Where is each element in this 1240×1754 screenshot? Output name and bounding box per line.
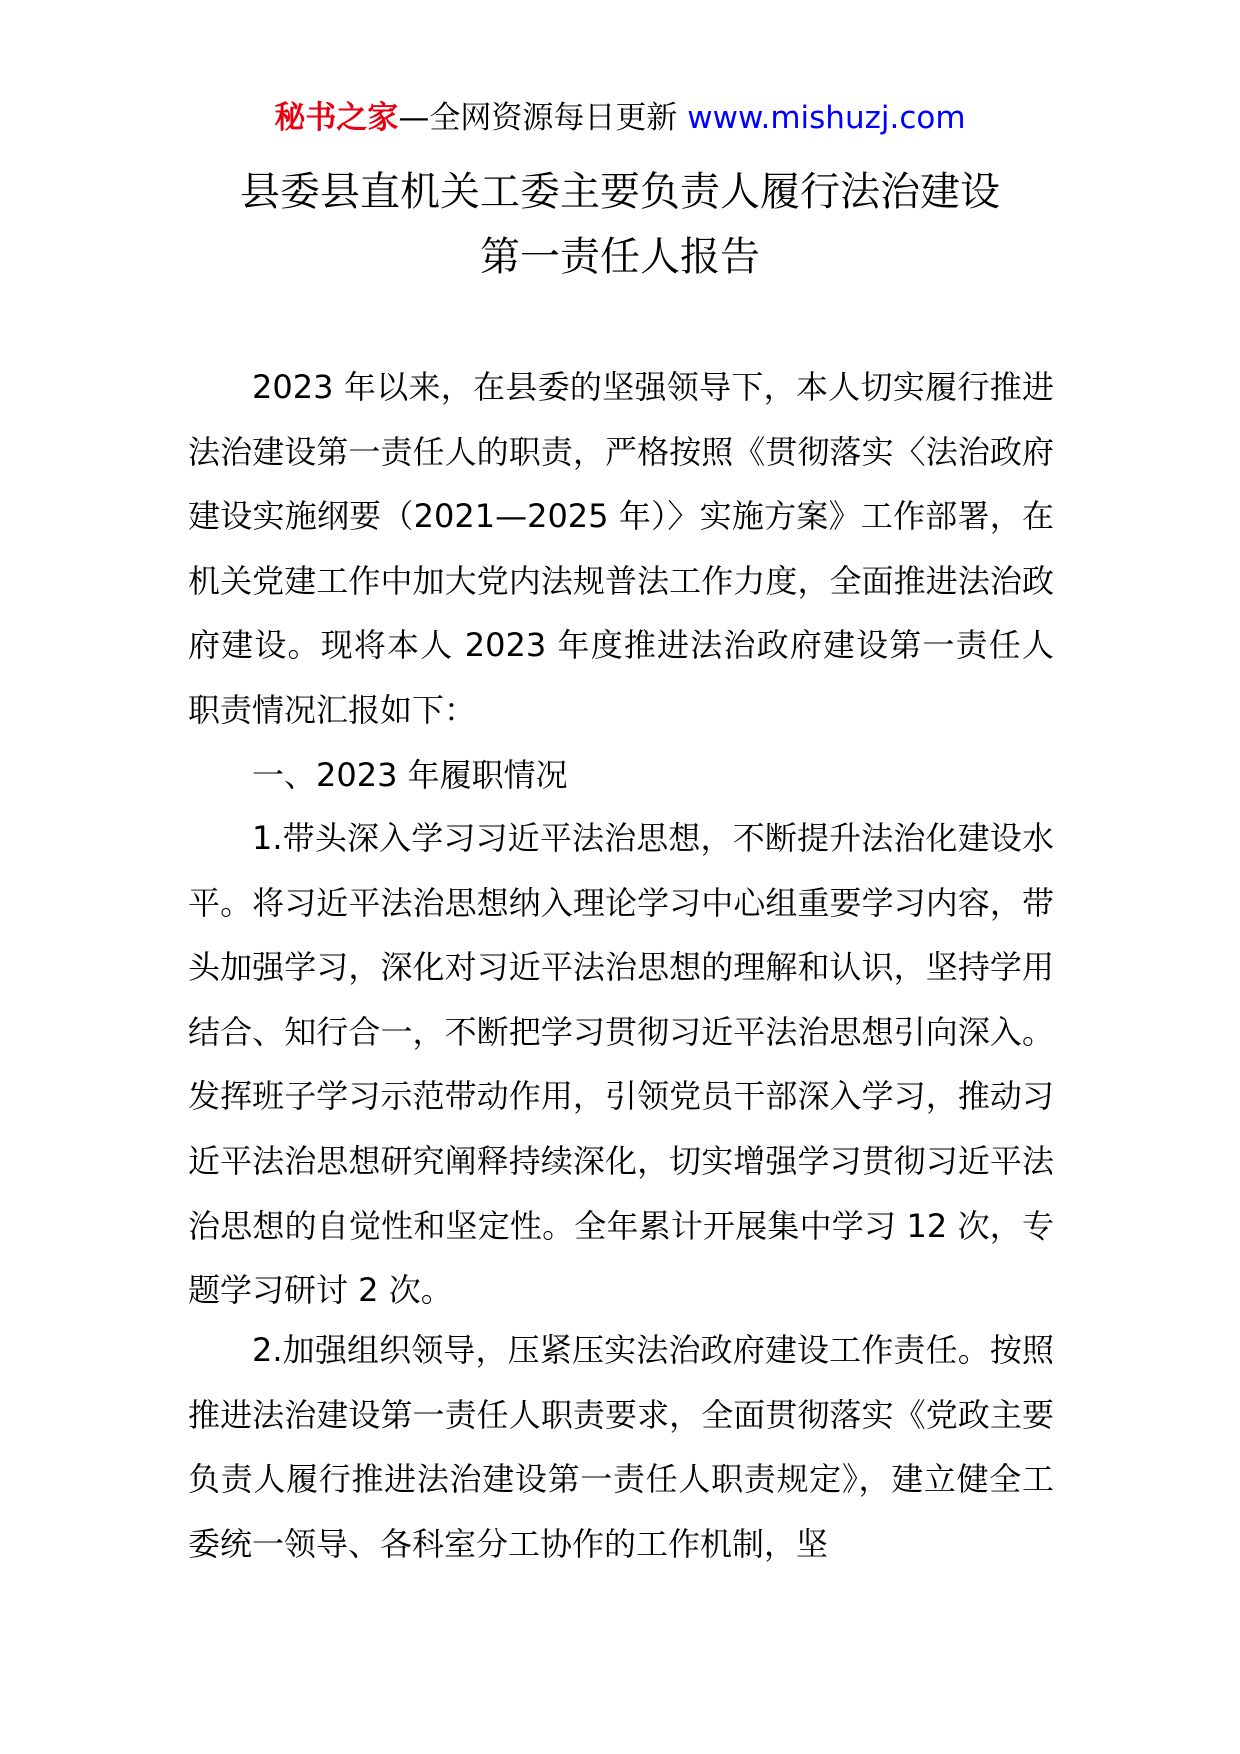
item-2-paragraph: 2.加强组织领导，压紧压实法治政府建设工作责任。按照推进法治建设第一责任人职责要求，全面贯彻落实《党政主要负责人履行推进法治建设第一责任人职责规定》，建立健全工委统一领导、各科室分工协作的工作机制，坚 bbox=[188, 1331, 1054, 1563]
brand-name: 秘书之家 bbox=[274, 100, 399, 136]
section-heading: 一、2023 年履职情况 bbox=[252, 756, 568, 794]
intro-paragraph: 2023 年以来，在县委的坚强领导下，本人切实履行推进法治建设第一责任人的职责，严格按照《贯彻落实〈法治政府建设实施纲要（2021—2025 年）〉实施方案》工作部署，在机关党建工作中加大党内法规普法工作力度，全面推进法治政府建设。现将本人 2023 年度推进法治政府建设第一责任人职责情况汇报如下： bbox=[188, 368, 1054, 729]
website-link[interactable]: www.mishuzj.com bbox=[677, 100, 966, 136]
document-title-line-1: 县委县直机关工委主要负责人履行法治建设 bbox=[240, 169, 1000, 215]
watermark-header bbox=[0, 96, 1240, 140]
document-title-line-2: 第一责任人报告 bbox=[480, 234, 760, 280]
item-1-paragraph: 1.带头深入学习习近平法治思想，不断提升法治化建设水平。将习近平法治思想纳入理论学习中心组重要学习内容，带头加强学习，深化对习近平法治思想的理解和认识，坚持学用结合、知行合一，不断把学习贯彻习近平法治思想引向深入。发挥班子学习示范带动作用，引领党员干部深入学习，推动习近平法治思想研究阐释持续深化，切实增强学习贯彻习近平法治思想的自觉性和坚定性。全年累计开展集中学习 12 次，专题学习研讨 2 次。 bbox=[188, 819, 1054, 1310]
header-tagline: —全网资源每日更新 bbox=[398, 100, 678, 136]
